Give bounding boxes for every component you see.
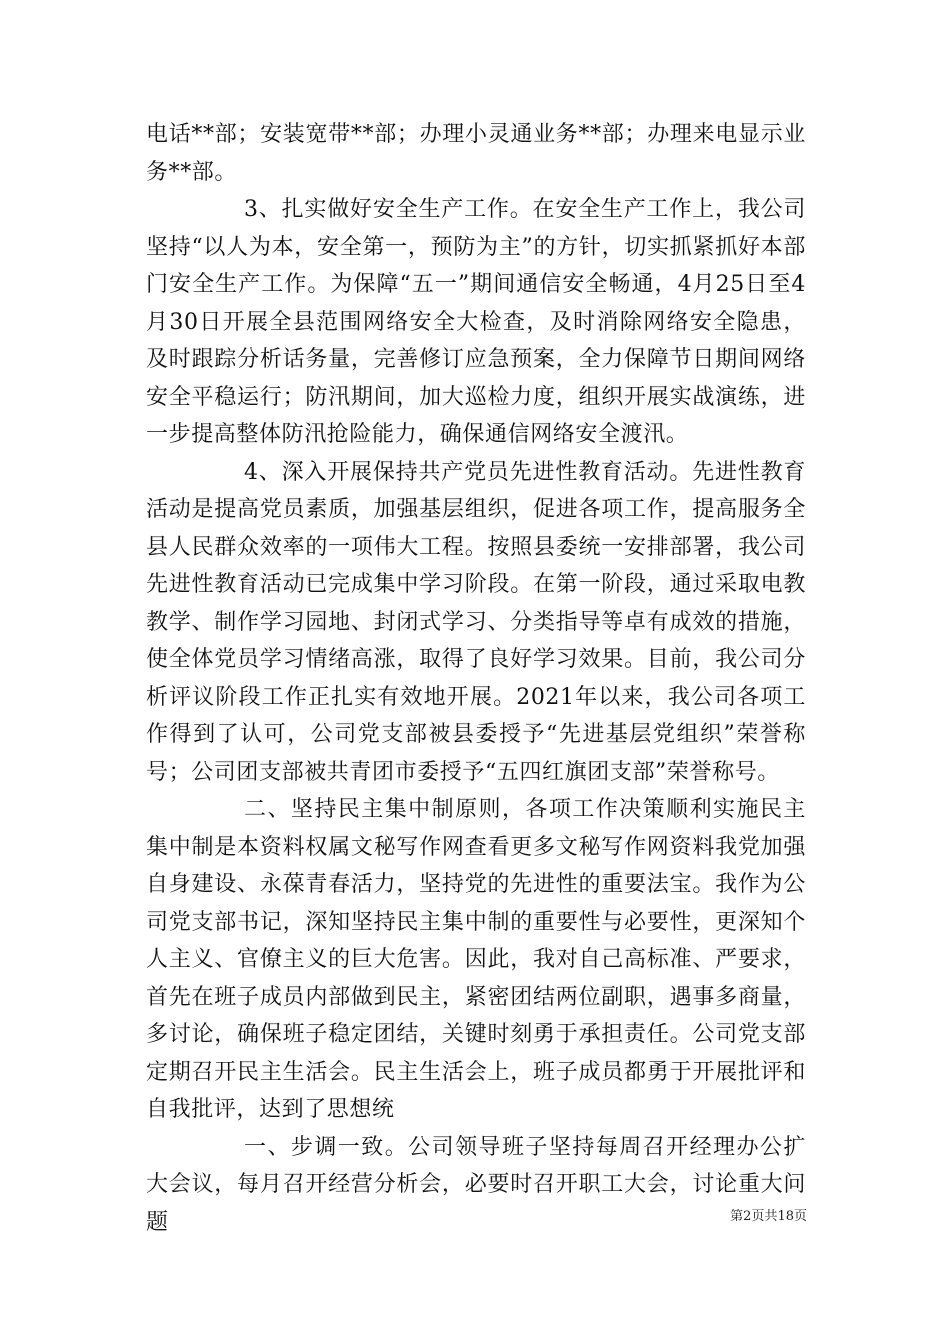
paragraph-unified-steps: 一、步调一致。公司领导班子坚持每周召开经理办公扩大会议，每月召开经营分析会，必要时召开职工大会，讨论重大问题 (146, 1134, 806, 1235)
paragraph-safety-production: 3、扎实做好安全生产工作。在安全生产工作上，我公司坚持“以人为本，安全第一，预防为主”的方针，切实抓紧抓好本部门安全生产工作。为保障“五一”期间通信安全畅通，4月25日至4月30日开展全县范围网络安全大检查，及时消除网络安全隐患，及时跟踪分析话务量，完善修订应急预案，全力保障节日期间网络安全平稳运行；防汛期间，加大巡检力度，组织开展实战演练，进一步提高整体防汛抢险能力，确保通信网络安全渡汛。 (146, 197, 806, 447)
paragraph-continuation: 电话**部；安装宽带**部；办理小灵通业务**部；办理来电显示业务**部。 (146, 122, 806, 185)
document-body (146, 116, 806, 1241)
paragraph-party-education: 4、深入开展保持共产党员先进性教育活动。先进性教育活动是提高党员素质，加强基层组织，促进各项工作，提高服务全县人民群众效率的一项伟大工程。按照县委统一安排部署，我公司先进性教育活动已完成集中学习阶段。在第一阶段，通过采取电教教学、制作学习园地、封闭式学习、分类指导等卓有成效的措施，使全体党员学习情绪高涨，取得了良好学习效果。目前，我公司分析评议阶段工作正扎实有效地开展。2021年以来，我公司各项工作得到了认可，公司党支部被县委授予“先进基层党组织”荣誉称号；公司团支部被共青团市委授予“五四红旗团支部”荣誉称号。 (146, 459, 806, 785)
paragraph-democratic-centralism: 二、坚持民主集中制原则，各项工作决策顺利实施民主集中制是本资料权属文秘写作网查看更多文秘写作网资料我党加强自身建设、永葆青春活力，坚持党的先进性的重要法宝。我作为公司党支部书记，深知坚持民主集中制的重要性与必要性，更深知个人主义、官僚主义的巨大危害。因此，我对自己高标准、严要求，首先在班子成员内部做到民主，紧密团结两位副职，遇事多商量，多讨论，确保班子稳定团结，关键时刻勇于承担责任。公司党支部定期召开民主生活会。民主生活会上，班子成员都勇于开展批评和自我批评，达到了思想统 (146, 797, 806, 1122)
page-number: 第2页共18页 (730, 1209, 807, 1224)
